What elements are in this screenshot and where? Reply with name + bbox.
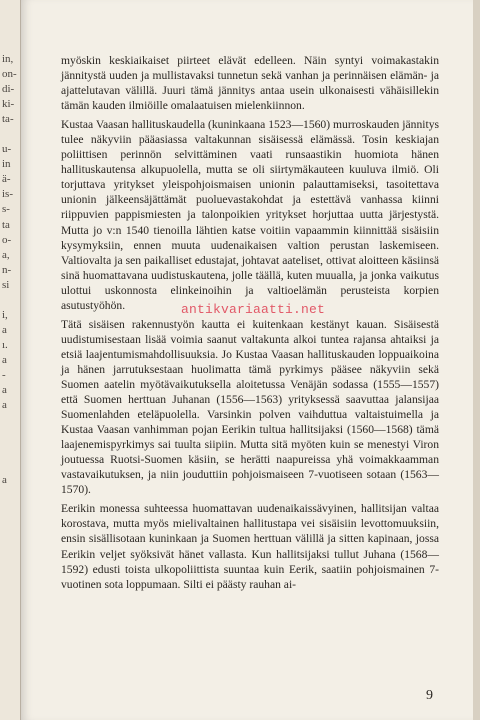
previous-page-fragment: in [2, 158, 11, 171]
previous-page-fragment [0, 518, 20, 533]
previous-page-fragment: ä- [2, 173, 11, 186]
previous-page-fragment: in, [2, 53, 14, 65]
previous-page-fragment: n- [2, 263, 12, 276]
previous-page-fragment: a [2, 353, 7, 366]
previous-page-fragment: is- [2, 188, 13, 201]
previous-page-fragment: a [2, 474, 7, 487]
previous-page-fragment: ta- [2, 113, 14, 126]
previous-page-fragment [0, 534, 20, 549]
book-page [21, 0, 473, 720]
previous-page-fragment [0, 458, 20, 473]
paragraph-4: Eerikin monessa suhteessa huomattavan uudenaikaissävyinen, hallitsijan valtaa korostava, mutta myös mielivaltainen hallitustapa vei sisäisiin levottomuuksiin, ensin sisällisotaan kuninkaan ja Suomen herttuan välillä ja sitten kapinaan, jossa Eerikin veljet syöksivät hänet vallasta. Kun hallitsijaksi tullut Juhana (1568—1592) edusti toista ulkopoliittista suuntaa kuin Eerik, saatiin pohjoismainen 7-vuotinen sota loppumaan. Silti ei päästy rauhan ai- [61, 502, 439, 591]
previous-page-fragment: ta [2, 218, 10, 231]
previous-page-fragment: ki- [2, 98, 15, 111]
previous-page-fragment [0, 488, 20, 503]
previous-page-edge [0, 0, 21, 720]
previous-page-fragment [0, 127, 20, 142]
previous-page-fragment [0, 443, 20, 458]
previous-page-fragment [0, 549, 20, 564]
previous-page-fragment: di- [2, 83, 15, 96]
previous-page-fragment: - [2, 368, 6, 381]
body-text [61, 53, 439, 592]
previous-page-fragment [0, 428, 20, 443]
previous-page-fragment: a [2, 399, 7, 412]
previous-page-fragment: i, [2, 308, 8, 321]
previous-page-fragment [0, 413, 20, 428]
watermark: antikvariaatti.net [181, 302, 326, 317]
previous-page-fragment [0, 564, 20, 579]
previous-page-fragment: a [2, 384, 7, 397]
paragraph-2: Kustaa Vaasan hallituskaudella (kuninkaana 1523—1560) murroskauden jännitys tulee näkyviin pääasiassa valtakunnan sisäisessä elämässä. Tosin keskiajan poliittisen perinnön selvittäminen vaati runsaastikin huomiota hänen hallituskautensa alkupuolella, mutta se oli siirtymäkauteen kuuluva ilmiö. Oli torjuttava yritykset yleispohjoismaisen unionin palauttamiseksi, tasoitettava unionin jälkeensäjättämät puoluevastakohdat ja estettävä vanhassa kiinni riippuvien pappismiesten ja talonpoikien yritykset horjuttaa uutta järjestystä. Mutta jo v:n 1540 tienoilla lähtien katse voitiin vapaammin kiinnittää sisäisiin kysymyksiin, ennen muuta uudenaikaisen valtion perustan laskemiseen. Valtiovalta ja sen paikalliset edustajat, johtavat aateliset, ottivat aloitteen käsiinsä sinä huomattavana uudistuskautena, jolle täällä, kuten muualla, ja jonka vaikutus ulottui uskonnosta elinkeinoihin ja valtioelämän perusteista korpien asutustyöhön. [61, 118, 439, 312]
paragraph-3: Tätä sisäisen rakennustyön kautta ei kuitenkaan kestänyt kauan. Sisäisestä uudistumisestaan lisää voimia saanut valtakunta alkoi tuntea rajansa ahtaiksi ja etsiä laajentumismahdollisuuksia. Jo Kustaa Vaasan hallituskauden loppuaikoina ja hänen jarrutuksestaan huolimatta tämä pyrkimys pääsee näkyviin sekä Suomen aatelin myötävaikutuksella aloitetussa Venäjän sodassa (1555—1557) että Suomen herttuan Juhanan (1556—1563) yrityksessä saavuttaa jalansijaa Suomenlahden eteläpuolella. Varsinkin polven vaihduttua valtaistuimella ja Kustaa Vaasan vanhimman pojan Eerikin tultua hallitsijaksi (1560—1568) tämä laajenemispyrkimys sai tuulta siipiin. Mutta sitä myöten kuin se menestyi Viron joutuessa Ruotsi-Suomen käsiin, se herätti naapureissa yhä voimakkaamman vastavaikutuksen, ja niin jouduttiin pohjoismaiseen 7-vuotiseen sotaan (1563—1570). [61, 317, 439, 497]
previous-page-fragment: o- [2, 233, 12, 246]
previous-page-fragment: ı. [2, 338, 8, 351]
previous-page-fragment: s- [2, 203, 10, 216]
previous-page-fragment: a, [2, 248, 10, 261]
previous-page-fragment: u- [2, 143, 12, 156]
paragraph-1: myöskin keskiaikaiset piirteet elävät edelleen. Näin syntyi voimakastakin jännitystä uuden ja mullistavaksi tunnetun sekä vanhan ja perinnäisen elämän- ja ajattelutavan välillä. Juuri tämä jännitys antaa usein ulkonaisesti vähäisillekin tämän kauden ilmiöille omalaatuisen mielenkiinnon. [61, 54, 439, 113]
previous-page-fragment: on- [2, 68, 17, 81]
previous-page-fragment [0, 293, 20, 308]
page-number: 9 [426, 688, 433, 703]
previous-page-fragment: si [2, 278, 10, 291]
previous-page-fragment: a [2, 323, 7, 336]
previous-page-fragment [0, 503, 20, 518]
